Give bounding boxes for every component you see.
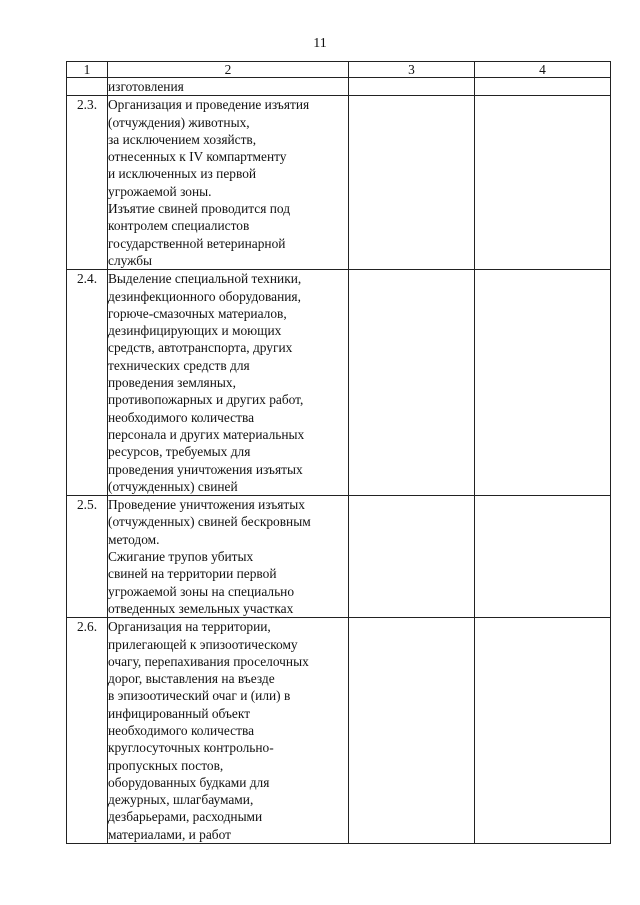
row-col3-cell	[349, 496, 475, 618]
row-text-line: угрожаемой зоны.	[108, 183, 212, 199]
row-text-line: дежурных, шлагбаумами,	[108, 792, 254, 808]
row-text-line: персонала и других материальных	[108, 426, 305, 442]
header-col-4: 4	[475, 62, 611, 78]
row-text-line: Изъятие свиней проводится под	[108, 201, 291, 217]
row-text-line: очагу, перепахивания проселочных	[108, 653, 309, 669]
row-text-line: Организация и проведение изъятия	[108, 97, 310, 113]
row-text-line: проведения уничтожения изъятых	[108, 461, 303, 477]
row-text-line: средств, автотранспорта, других	[108, 340, 293, 356]
row-text-line: необходимого количества	[108, 409, 255, 425]
row-text-line: круглосуточных контрольно-	[108, 740, 274, 756]
row-text-line: отнесенных к IV компартменту	[108, 149, 287, 165]
row-text-line: Организация на территории,	[108, 619, 271, 635]
row-text-cell	[108, 618, 349, 844]
row-text-line: материалами, и работ	[108, 826, 231, 842]
header-col-1: 1	[67, 62, 108, 78]
table-body	[67, 96, 611, 844]
row-text-line: и исключенных из первой	[108, 166, 257, 182]
row-number-cell: 2.3.	[67, 96, 108, 270]
row-col4-cell	[475, 618, 611, 844]
row-text-line: (отчужденных) свиней бескровным	[108, 514, 311, 530]
row-text-cell	[108, 96, 349, 270]
row-text-line: оборудованных будками для	[108, 774, 270, 790]
row-text-cell	[108, 270, 349, 496]
table-row-continuation	[67, 78, 611, 96]
page-number: 11	[313, 36, 327, 51]
row-text-line: государственной ветеринарной	[108, 235, 286, 251]
row-number-cell: 2.4.	[67, 270, 108, 496]
row-text-line: за исключением хозяйств,	[108, 131, 257, 147]
row-col3-cell	[349, 96, 475, 270]
row-text-line: инфицированный объект	[108, 705, 251, 721]
row-col4-cell	[475, 78, 611, 96]
row-text-cell	[108, 496, 349, 618]
row-text-line: отведенных земельных участках	[108, 600, 294, 616]
table-row	[67, 96, 611, 270]
row-col3-cell	[349, 78, 475, 96]
row-text-line: службы	[108, 252, 153, 268]
row-text-line: методом.	[108, 531, 160, 547]
row-col4-cell	[475, 496, 611, 618]
row-number-cell	[67, 78, 108, 96]
table-row	[67, 618, 611, 844]
row-col3-cell	[349, 270, 475, 496]
row-text-line: технических средств для	[108, 357, 250, 373]
row-text-line: противопожарных и других работ,	[108, 392, 304, 408]
row-text-line: необходимого количества	[108, 722, 255, 738]
measures-table	[66, 61, 611, 844]
row-text-line: пропускных постов,	[108, 757, 224, 773]
row-text-line: ресурсов, требуемых для	[108, 444, 251, 460]
header-col-2: 2	[108, 62, 349, 78]
row-text-line: Выделение специальной техники,	[108, 271, 302, 287]
table-header-row	[67, 62, 611, 78]
row-col4-cell	[475, 96, 611, 270]
table-row	[67, 270, 611, 496]
row-text-line: свиней на территории первой	[108, 566, 277, 582]
row-text-line: дезинфицирующих и моющих	[108, 323, 282, 339]
row-number-cell: 2.5.	[67, 496, 108, 618]
header-col-3: 3	[349, 62, 475, 78]
row-text-line: проведения земляных,	[108, 375, 236, 391]
row-text-line: прилегающей к эпизоотическому	[108, 636, 298, 652]
row-number-cell: 2.6.	[67, 618, 108, 844]
row-col4-cell	[475, 270, 611, 496]
row-text-line: угрожаемой зоны на специально	[108, 583, 295, 599]
row-text-line: дезинфекционного оборудования,	[108, 288, 301, 304]
row-text-cell	[108, 78, 349, 96]
row-text-line: (отчужденных) свиней	[108, 478, 238, 494]
row-text-line: дорог, выставления на въезде	[108, 671, 275, 687]
row-text-line: контролем специалистов	[108, 218, 250, 234]
row-text-line: дезбарьерами, расходными	[108, 809, 263, 825]
row-text-line: Сжигание трупов убитых	[108, 549, 254, 565]
row-text-line: (отчуждения) животных,	[108, 114, 250, 130]
row-col3-cell	[349, 618, 475, 844]
table-row	[67, 496, 611, 618]
row-text-line: изготовления	[108, 79, 184, 94]
row-text-line: в эпизоотический очаг и (или) в	[108, 688, 291, 704]
row-text-line: горюче-смазочных материалов,	[108, 305, 287, 321]
row-text-line: Проведение уничтожения изъятых	[108, 497, 305, 513]
